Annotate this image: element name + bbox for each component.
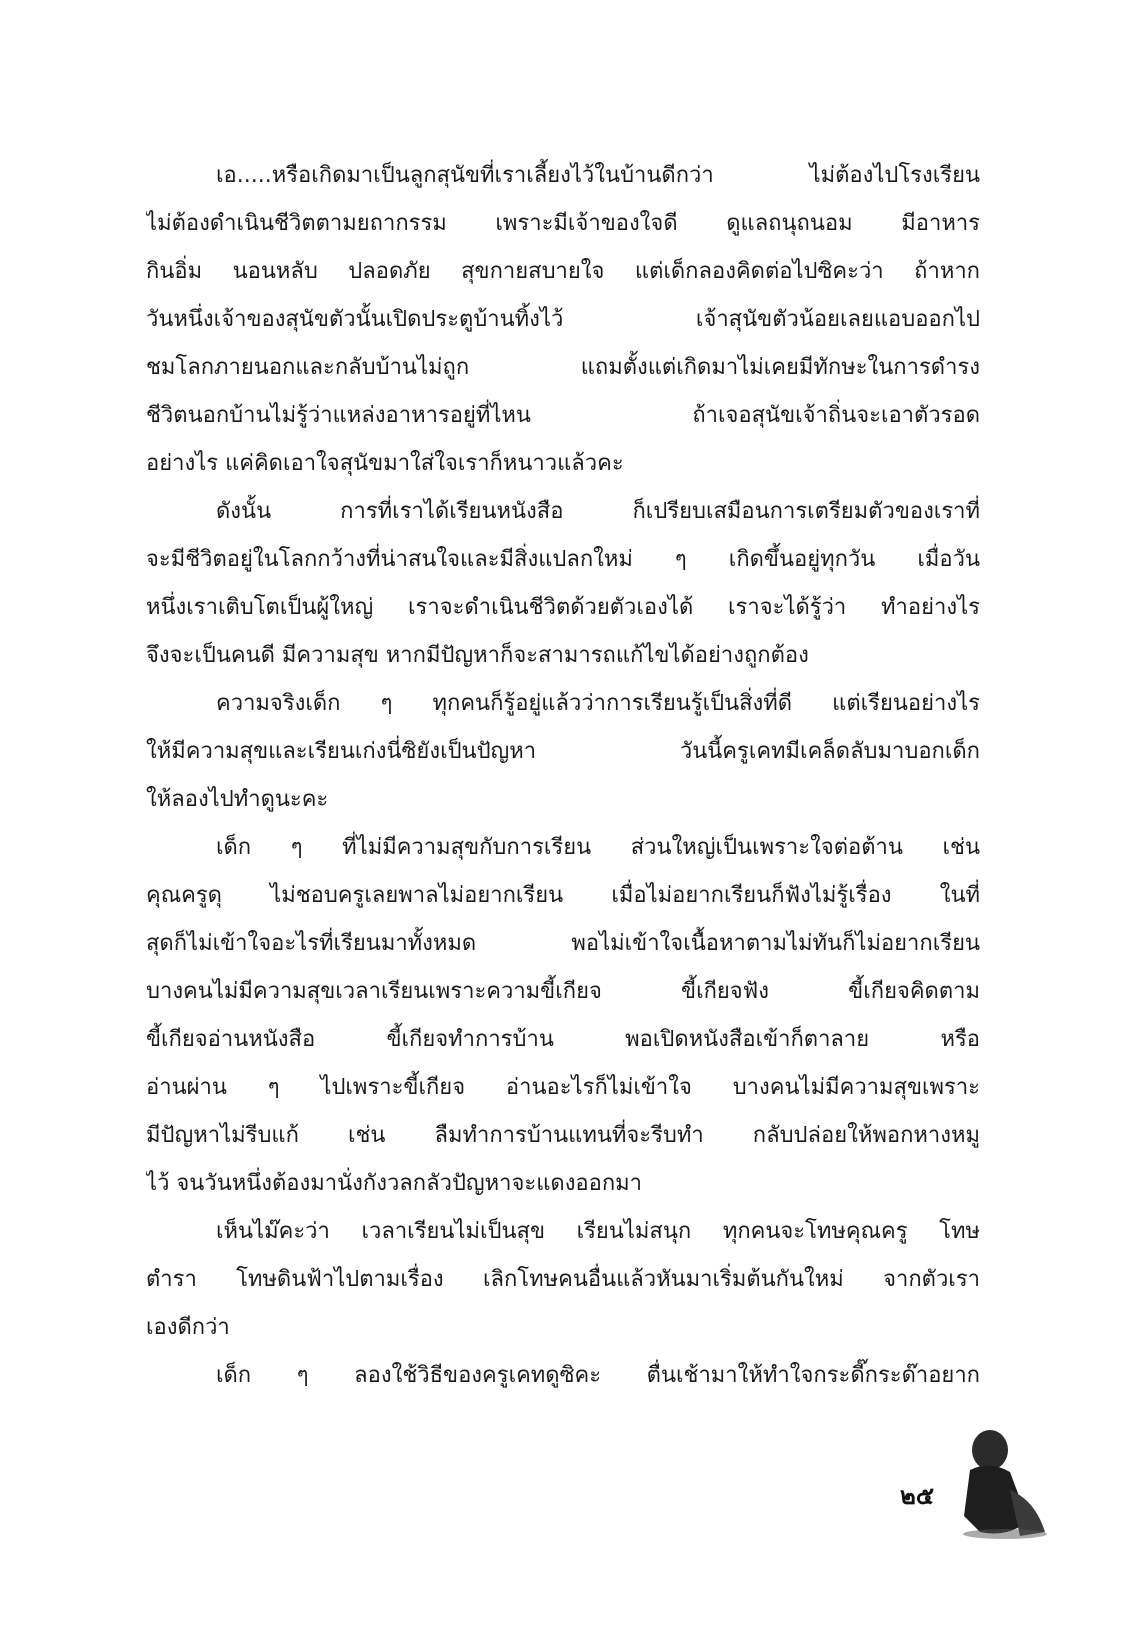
text-line: อย่างไร แค่คิดเอาใจสุนัขมาใส่ใจเราก็หนาวแล้วคะ xyxy=(146,451,624,476)
text-line: คุณครูดุ ไม่ชอบครูเลยพาลไม่อยากเรียน เมื่อไม่อยากเรียนก็ฟังไม่รู้เรื่อง ในที่ xyxy=(146,883,980,908)
text-line: ให้ลองไปทำดูนะคะ xyxy=(146,787,329,812)
text-line: บางคนไม่มีความสุขเวลาเรียนเพราะความขี้เกียจ ขี้เกียจฟัง ขี้เกียจคิดตาม xyxy=(146,979,980,1004)
body-text xyxy=(146,152,980,1400)
text-line: ไว้ จนวันหนึ่งต้องมานั่งกังวลกลัวปัญหาจะแดงออกมา xyxy=(146,1171,643,1196)
text-line: เอ.....หรือเกิดมาเป็นลูกสุนัขที่เราเลี้ยงไว้ในบ้านดีกว่า ไม่ต้องไปโรงเรียน xyxy=(216,163,980,188)
text-line: เองดีกว่า xyxy=(146,1315,230,1340)
text-line: หนึ่งเราเติบโตเป็นผู้ใหญ่ เราจะดำเนินชีวิตด้วยตัวเองได้ เราจะได้รู้ว่า ทำอย่างไร xyxy=(146,595,980,620)
text-line: จึงจะเป็นคนดี มีความสุข หากมีปัญหาก็จะสามารถแก้ไขได้อย่างถูกต้อง xyxy=(146,643,809,668)
text-line: อ่านผ่าน ๆ ไปเพราะขี้เกียจ อ่านอะไรก็ไม่เข้าใจ บางคนไม่มีความสุขเพราะ xyxy=(146,1075,980,1100)
text-line: เด็ก ๆ ที่ไม่มีความสุขกับการเรียน ส่วนใหญ่เป็นเพราะใจต่อต้าน เช่น xyxy=(216,835,980,860)
text-line: เห็นไม๊คะว่า เวลาเรียนไม่เป็นสุข เรียนไม่สนุก ทุกคนจะโทษคุณครู โทษ xyxy=(216,1219,980,1244)
text-line: เด็ก ๆ ลองใช้วิธีของครูเคทดูซิคะ ตื่นเช้ามาให้ทำใจกระดี๊กระด๊าอยาก xyxy=(216,1363,980,1388)
text-line: มีปัญหาไม่รีบแก้ เช่น ลืมทำการบ้านแทนที่จะรีบทำ กลับปล่อยให้พอกหางหมู xyxy=(146,1123,980,1148)
page-number: ๒๕ xyxy=(900,1481,934,1510)
text-line: ดังนั้น การที่เราได้เรียนหนังสือ ก็เปรียบเสมือนการเตรียมตัวของเราที่ xyxy=(216,499,980,524)
text-line: ตำรา โทษดินฟ้าไปตามเรื่อง เลิกโทษคนอื่นแล้วหันมาเริ่มต้นกันใหม่ จากตัวเรา xyxy=(146,1267,980,1292)
child-illustration xyxy=(950,1420,1050,1540)
text-line: ความจริงเด็ก ๆ ทุกคนก็รู้อยู่แล้วว่าการเรียนรู้เป็นสิ่งที่ดี แต่เรียนอย่างไร xyxy=(216,691,980,716)
text-line: ให้มีความสุขและเรียนเก่งนี่ซิยังเป็นปัญหา วันนี้ครูเคทมีเคล็ดลับมาบอกเด็ก xyxy=(146,739,980,764)
text-line: ชีวิตนอกบ้านไม่รู้ว่าแหล่งอาหารอยู่ที่ไหน ถ้าเจอสุนัขเจ้าถิ่นจะเอาตัวรอด xyxy=(146,403,980,428)
text-line: ขี้เกียจอ่านหนังสือ ขี้เกียจทำการบ้าน พอเปิดหนังสือเข้าก็ตาลาย หรือ xyxy=(146,1027,980,1052)
text-line: วันหนึ่งเจ้าของสุนัขตัวนั้นเปิดประตูบ้านทิ้งไว้ เจ้าสุนัขตัวน้อยเลยแอบออกไป xyxy=(146,307,980,332)
text-line: ไม่ต้องดำเนินชีวิตตามยถากรรม เพราะมีเจ้าของใจดี ดูแลถนุถนอม มีอาหาร xyxy=(146,211,980,236)
text-line: จะมีชีวิตอยู่ในโลกกว้างที่น่าสนใจและมีสิ่งแปลกใหม่ ๆ เกิดขึ้นอยู่ทุกวัน เมื่อวัน xyxy=(146,547,980,572)
text-line: กินอิ่ม นอนหลับ ปลอดภัย สุขกายสบายใจ แต่เด็กลองคิดต่อไปซิคะว่า ถ้าหาก xyxy=(146,259,980,284)
text-line: ชมโลกภายนอกและกลับบ้านไม่ถูก แถมตั้งแต่เกิดมาไม่เคยมีทักษะในการดำรง xyxy=(146,355,980,380)
text-line: สุดก็ไม่เข้าใจอะไรที่เรียนมาทั้งหมด พอไม่เข้าใจเนื้อหาตามไม่ทันก็ไม่อยากเรียน xyxy=(146,931,980,956)
